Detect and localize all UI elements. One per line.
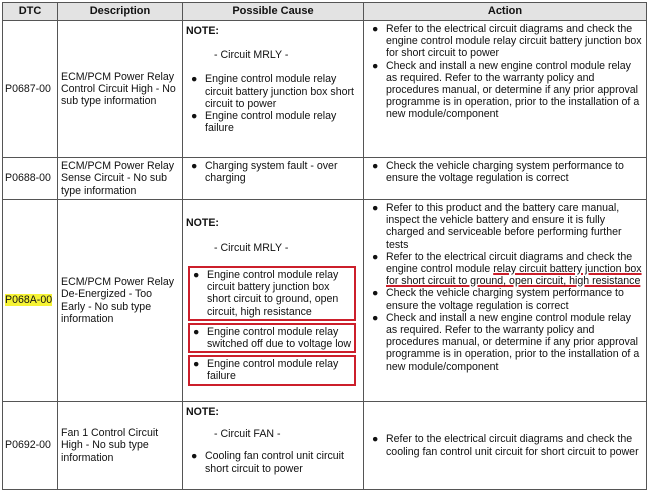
red-underlined-text: relay circuit battery junction box for short circuit to ground, open circuit, high resistance — [386, 263, 642, 288]
cause-list — [190, 358, 352, 382]
bullet-icon: ● — [372, 202, 379, 214]
circuit-label: - Circuit MRLY - — [214, 241, 289, 254]
circuit-label: - Circuit FAN - — [214, 428, 281, 441]
bullet-icon: ● — [372, 23, 379, 35]
action-cell — [364, 402, 647, 490]
header-action: Action — [364, 3, 647, 21]
action-cell — [364, 158, 647, 200]
cause-list — [186, 450, 360, 474]
list-item: ● Check the vehicle charging system performance to ensure the voltage regulation is correct — [372, 287, 624, 312]
bullet-icon: ● — [191, 110, 198, 123]
action-cell — [364, 200, 647, 402]
note-label: NOTE: — [186, 217, 219, 230]
bullet-icon: ● — [372, 433, 379, 446]
note-label: NOTE: — [186, 25, 219, 37]
red-annotation-box — [188, 323, 356, 353]
dtc-table — [2, 2, 647, 490]
header-row — [3, 3, 647, 21]
note-label: NOTE: — [186, 406, 219, 418]
action-list — [367, 202, 643, 373]
cause-list — [190, 326, 352, 350]
list-item: ● Cooling fan control unit circuit short circuit to power — [191, 450, 344, 475]
cause-list — [186, 73, 360, 134]
possible-cause-cell — [183, 402, 364, 490]
list-item — [367, 251, 643, 288]
list-item: ● Check and install a new engine control module relay as required. Refer to the warranty policy and procedures manual, or determine if any prior approval programme is in operation, prior to the installation of a new module/component — [372, 59, 640, 121]
possible-cause-cell — [183, 21, 364, 158]
header-dtc: DTC — [3, 3, 58, 21]
possible-cause-cell — [183, 200, 364, 402]
bullet-icon: ● — [372, 311, 379, 324]
list-item: ● Check and install a new engine control module relay as required. Refer to the warranty policy and procedures manual, or determine if any prior approval programme is in operation, prior to the installation of a new module/component — [372, 311, 640, 373]
red-annotation-box — [188, 355, 356, 385]
highlighted-dtc-code: P068A-00 — [5, 294, 53, 307]
dtc-description: ECM/PCM Power Relay Control Circuit High - No sub type information — [58, 21, 183, 158]
list-item: ● Check the vehicle charging system performance to ensure the voltage regulation is correct — [372, 160, 624, 185]
action-list — [367, 160, 643, 184]
dtc-description: ECM/PCM Power Relay De-Energized - Too Early - No sub type information — [58, 200, 183, 402]
list-item: ● Engine control module relay failure — [191, 110, 337, 135]
bullet-icon: ● — [191, 160, 198, 172]
list-item: ● Engine control module relay failure — [193, 358, 339, 383]
header-cause: Possible Cause — [183, 3, 364, 21]
red-annotation-box — [188, 266, 356, 321]
bullet-icon: ● — [372, 287, 379, 300]
action-list — [367, 433, 643, 457]
bullet-icon: ● — [193, 325, 200, 338]
dtc-code: P0692-00 — [3, 402, 58, 490]
possible-cause-cell — [183, 158, 364, 200]
bullet-icon: ● — [372, 59, 379, 72]
table-row — [3, 200, 647, 402]
list-item: ● Engine control module relay switched off due to voltage low — [193, 325, 352, 350]
list-item: ● Engine control module relay circuit battery junction box short circuit to power — [191, 73, 354, 110]
action-cell — [364, 21, 647, 158]
action-text: Refer to the electrical circuit diagrams and check the engine control module — [386, 250, 633, 276]
dtc-description: ECM/PCM Power Relay Sense Circuit - No sub type information — [58, 158, 183, 200]
dtc-code: P0688-00 — [3, 158, 58, 200]
dtc-code-cell — [3, 200, 58, 402]
bullet-icon: ● — [372, 160, 379, 172]
list-item: ● Engine control module relay circuit battery junction box short circuit to ground, open circuit, high resistance — [193, 268, 339, 318]
circuit-label: - Circuit MRLY - — [214, 49, 289, 62]
cause-list — [190, 269, 352, 318]
header-description: Description — [58, 3, 183, 21]
action-list — [367, 23, 643, 121]
cause-list — [186, 160, 360, 184]
bullet-icon: ● — [372, 250, 379, 263]
dtc-description: Fan 1 Control Circuit High - No sub type information — [58, 402, 183, 490]
list-item: ● Charging system fault - over charging — [191, 160, 338, 185]
bullet-icon: ● — [193, 268, 200, 281]
bullet-icon: ● — [193, 358, 200, 371]
bullet-icon: ● — [191, 450, 198, 463]
list-item: ● Refer to this product and the battery care manual, inspect the vehicle battery and ensure it is fully charged and serviceable before performing further tests — [372, 202, 622, 251]
dtc-code: P0687-00 — [3, 21, 58, 158]
list-item: ● Refer to the electrical circuit diagrams and check the engine control module relay circuit battery junction box for short circuit to power — [372, 23, 642, 60]
table-row — [3, 402, 647, 490]
list-item: ● Refer to the electrical circuit diagrams and check the cooling fan control unit circuit for short circuit to power — [372, 433, 639, 458]
table-row — [3, 158, 647, 200]
bullet-icon: ● — [191, 73, 198, 86]
table-row — [3, 21, 647, 158]
